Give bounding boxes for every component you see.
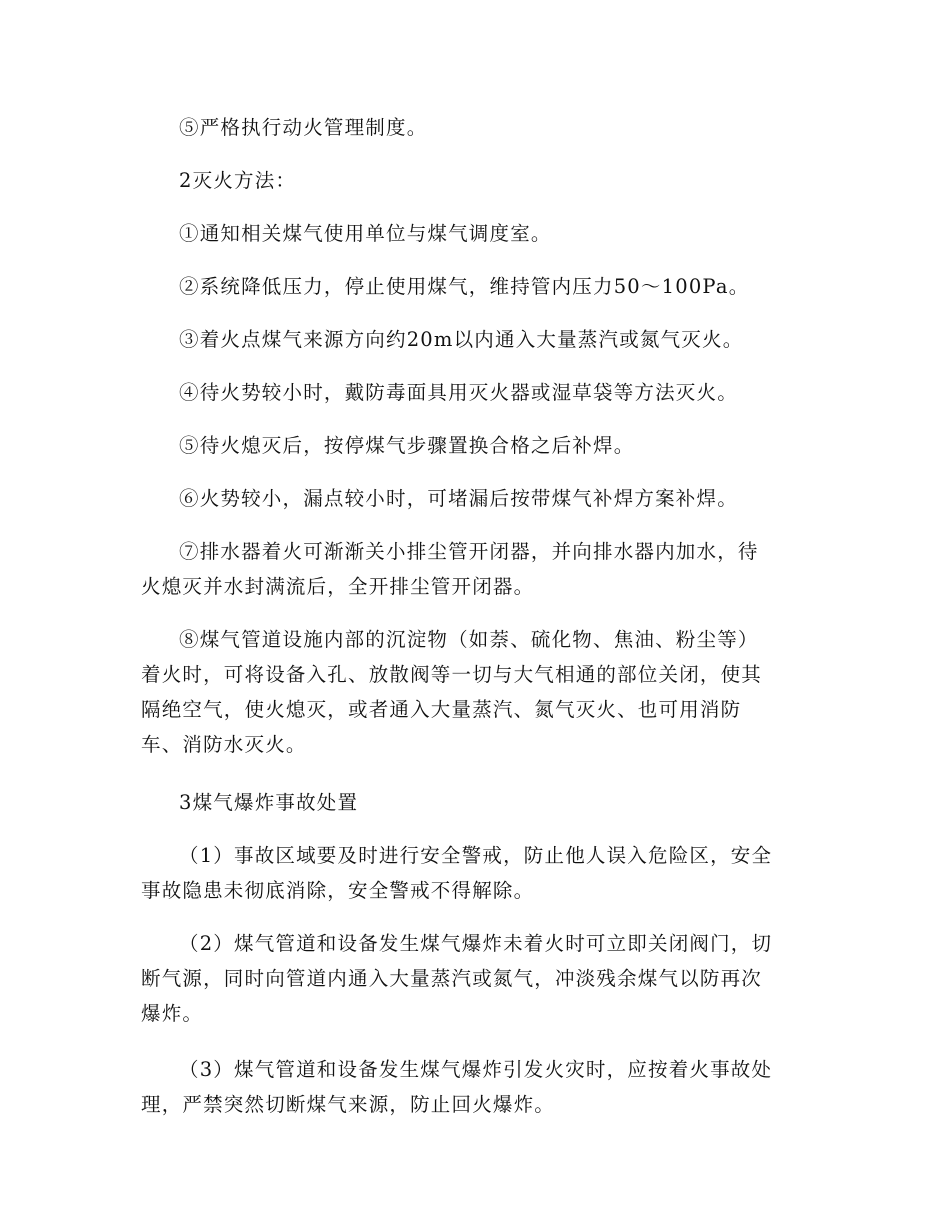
- text-line: （1）事故区域要及时进行安全警戒，防止他人误入危险区，安全: [179, 844, 773, 867]
- text-line: 车、消防水灭火。: [141, 733, 307, 756]
- paragraph-step6-plug: [141, 481, 809, 516]
- text-line: 3煤气爆炸事故处置: [179, 791, 359, 814]
- text-line: 爆炸。: [141, 1002, 204, 1025]
- text-line: ⑧煤气管道设施内部的沉淀物（如萘、硫化物、焦油、粉尘等）: [179, 628, 759, 651]
- text-line: （3）煤气管道和设备发生煤气爆炸引发火灾时，应按着火事故处: [179, 1058, 773, 1081]
- text-line: 事故隐患未彻底消除，安全警戒不得解除。: [141, 879, 535, 902]
- section-heading-extinguish-methods: [141, 163, 809, 198]
- text-line: ⑥火势较小，漏点较小时，可堵漏后按带煤气补焊方案补焊。: [179, 487, 738, 510]
- paragraph-step1-notify: [141, 216, 809, 251]
- paragraph-step3-steam: [141, 322, 809, 357]
- text-line: ⑤严格执行动火管理制度。: [179, 116, 428, 139]
- paragraph-step2-pressure: [141, 269, 809, 304]
- paragraph-step5-hot-work: [141, 110, 809, 145]
- text-line: 理，严禁突然切断煤气来源，防止回火爆炸。: [141, 1093, 556, 1116]
- text-line: ①通知相关煤气使用单位与煤气调度室。: [179, 222, 552, 245]
- text-line: 断气源，同时向管道内通入大量蒸汽或氮气，冲淡残余煤气以防再次: [141, 967, 763, 990]
- text-line: ④待火势较小时，戴防毒面具用灭火器或湿草袋等方法灭火。: [179, 381, 738, 404]
- section-heading-explosion: [141, 785, 809, 820]
- text-line: 火熄灭并水封满流后，全开排尘管开闭器。: [141, 575, 535, 598]
- text-line: ⑤待火熄灭后，按停煤气步骤置换合格之后补焊。: [179, 434, 635, 457]
- text-line: 隔绝空气，使火熄灭，或者通入大量蒸汽、氮气灭火、也可用消防: [141, 698, 742, 721]
- paragraph-step5-weld: [141, 428, 809, 463]
- text-line: 2灭火方法：: [179, 169, 297, 192]
- text-line: （2）煤气管道和设备发生煤气爆炸未着火时可立即关闭阀门，切: [179, 932, 773, 955]
- paragraph-step4-extinguisher: [141, 375, 809, 410]
- paragraph-step7-drain: [141, 534, 809, 604]
- text-line: ⑦排水器着火可渐渐关小排尘管开闭器，并向排水器内加水，待: [179, 540, 759, 563]
- paragraph-explosion-1: [141, 838, 809, 908]
- paragraph-explosion-2: [141, 926, 809, 1031]
- text-line: 着火时，可将设备入孔、放散阀等一切与大气相通的部位关闭，使其: [141, 663, 763, 686]
- text-line: ③着火点煤气来源方向约20m以内通入大量蒸汽或氮气灭火。: [179, 328, 744, 351]
- paragraph-step8-sediment: [141, 622, 809, 762]
- text-line: ②系统降低压力，停止使用煤气，维持管内压力50～100Pa。: [179, 275, 750, 298]
- paragraph-explosion-3: [141, 1052, 809, 1122]
